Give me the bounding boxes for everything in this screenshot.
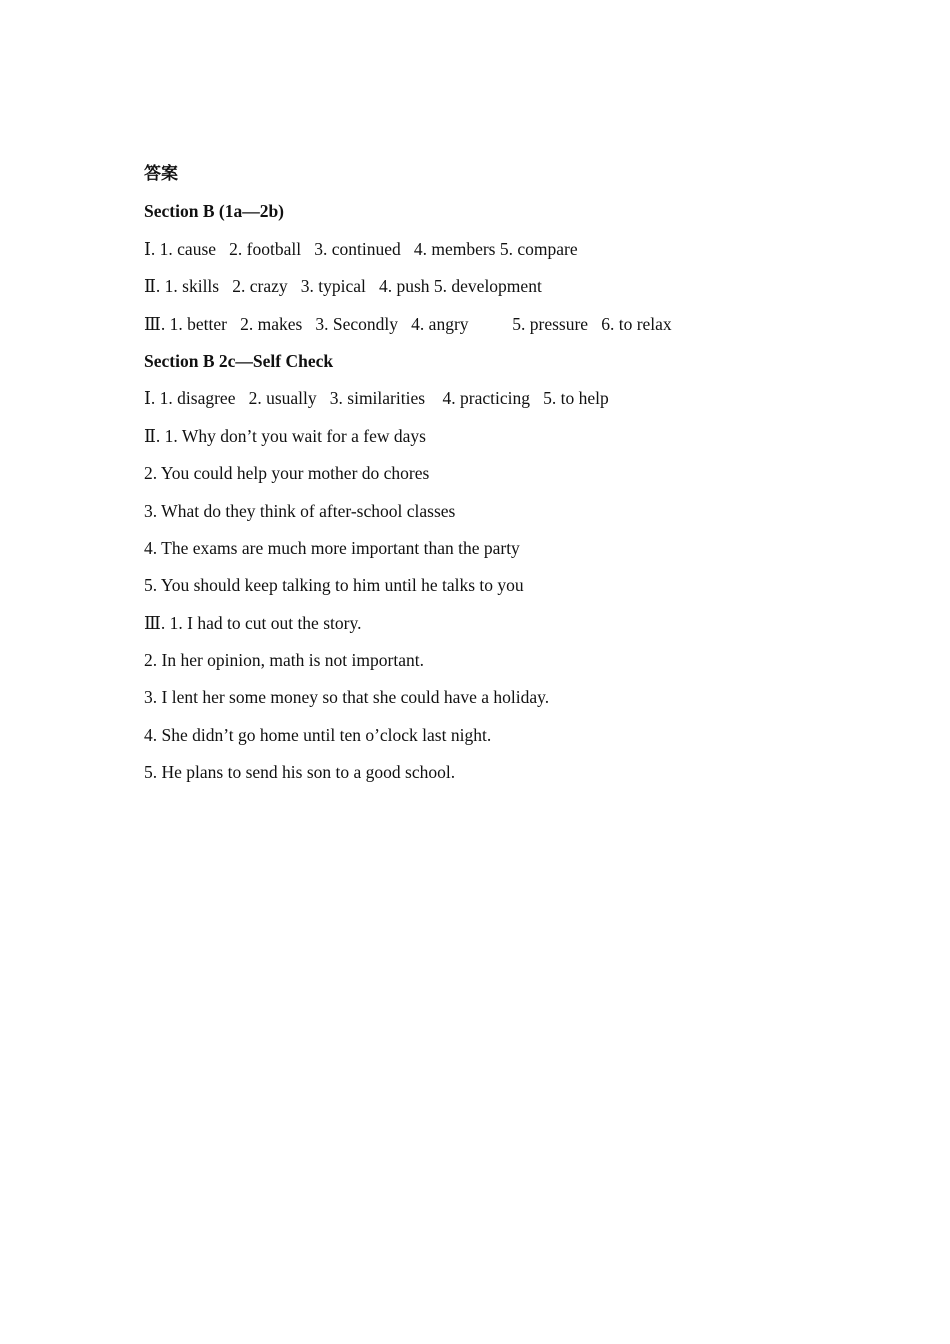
section-2-part-1-answers: Ⅰ. 1. disagree 2. usually 3. similarities 4. practicing 5. to help bbox=[144, 388, 609, 409]
section-2-part-2-answer-4: 4. The exams are much more important than the party bbox=[144, 537, 520, 558]
section-2-part-3-answer-5: 5. He plans to send his son to a good school. bbox=[144, 762, 456, 783]
section-1-part-3-answers: Ⅲ. 1. better 2. makes 3. Secondly 4. angry 5. pressure 6. to relax bbox=[144, 313, 672, 334]
section-2-part-2-answer-1: Ⅱ. 1. Why don’t you wait for a few days bbox=[144, 425, 426, 446]
section-2-heading: Section B 2c—Self Check bbox=[144, 350, 334, 371]
section-1-part-1-answers: Ⅰ. 1. cause 2. football 3. continued 4. members 5. compare bbox=[144, 238, 578, 259]
document-title: 答案 bbox=[144, 164, 178, 184]
section-1-part-2-answers: Ⅱ. 1. skills 2. crazy 3. typical 4. push 5. development bbox=[144, 276, 542, 297]
section-2-part-3-answer-3: 3. I lent her some money so that she could have a holiday. bbox=[144, 687, 550, 708]
answer-page bbox=[144, 156, 824, 792]
section-2-part-3-answer-1: Ⅲ. 1. I had to cut out the story. bbox=[144, 612, 362, 633]
section-2-part-3-answer-4: 4. She didn’t go home until ten o’clock last night. bbox=[144, 724, 492, 745]
section-1-heading: Section B (1a—2b) bbox=[144, 201, 284, 222]
section-2-part-2-answer-3: 3. What do they think of after-school classes bbox=[144, 500, 456, 521]
section-2-part-2-answer-5: 5. You should keep talking to him until he talks to you bbox=[144, 575, 524, 596]
section-2-part-3-answer-2: 2. In her opinion, math is not important. bbox=[144, 650, 424, 671]
section-2-part-2-answer-2: 2. You could help your mother do chores bbox=[144, 463, 430, 484]
